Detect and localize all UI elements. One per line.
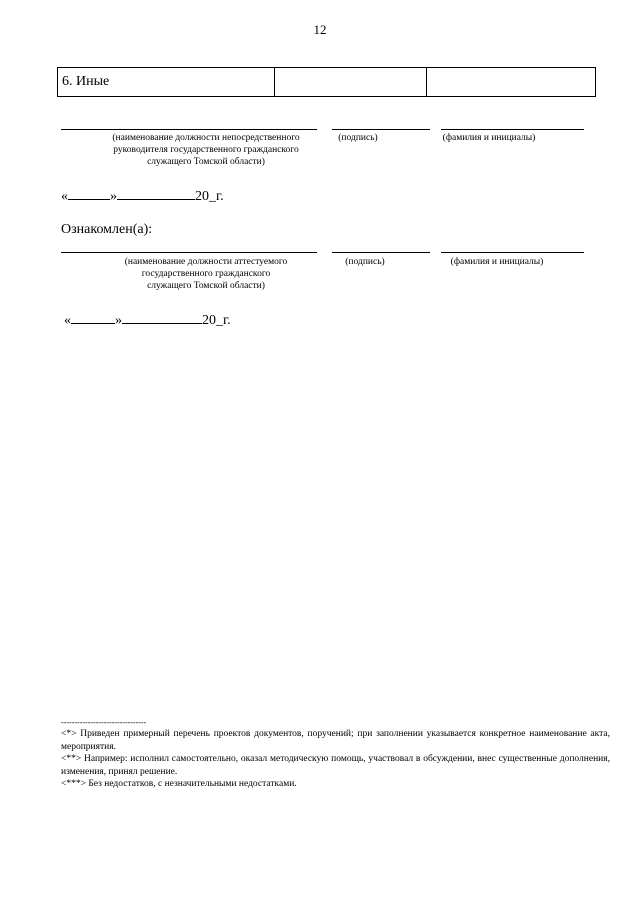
name-line [441,129,584,130]
date-line-1 [61,187,224,205]
caption-line: руководителя государственного гражданского [113,145,299,155]
position-caption [61,132,351,168]
quote-open: « [61,189,68,204]
table-cell-empty [275,68,427,97]
quote-close: » [115,313,122,328]
date-line-2 [64,311,231,329]
day-blank [71,311,115,324]
name-caption: (фамилия и инициалы) [450,257,544,267]
caption-line: (наименование должности непосредственного [112,133,300,143]
signature-caption: (подпись) [338,133,378,143]
table-row [58,68,596,97]
day-blank [68,187,110,200]
month-blank [122,311,202,324]
page-number: 12 [313,22,327,37]
acknowledged-label: Ознакомлен(а): [61,222,153,237]
caption-line: государственного гражданского [141,269,271,279]
position-caption [61,256,351,292]
caption-line: служащего Томской области) [147,157,265,167]
caption-line: (наименование должности аттестуемого [124,257,288,267]
name-line [441,252,584,253]
year-suffix: 20_г. [202,313,231,328]
signature-line [332,129,430,130]
signature-caption: (подпись) [345,257,385,267]
results-table [57,67,596,97]
table-cell-empty [427,68,596,97]
year-suffix: 20_г. [195,189,224,204]
table-cell-label: 6. Иные [58,68,275,97]
quote-close: » [110,189,117,204]
position-signature-line [61,252,317,253]
footnote-separator: -------------------------------- [61,718,147,727]
footnote-1: <*> Приведен примерный перечень проектов документов, поручений; при заполнении указывается конкретное наименование акта, мероприятия. [61,729,610,752]
footnote-3: <***> Без недостатков, с незначительными недостатками. [61,779,297,789]
month-blank [117,187,195,200]
position-signature-line [61,129,317,130]
footnote-2: <**> Например: исполнил самостоятельно, оказал методическую помощь, участвовал в обсуждении, внес существенные дополнения, изменения, принял решение. [61,754,610,777]
quote-open: « [64,313,71,328]
caption-line: служащего Томской области) [147,281,265,291]
name-caption: (фамилия и инициалы) [442,133,536,143]
signature-line [332,252,430,253]
